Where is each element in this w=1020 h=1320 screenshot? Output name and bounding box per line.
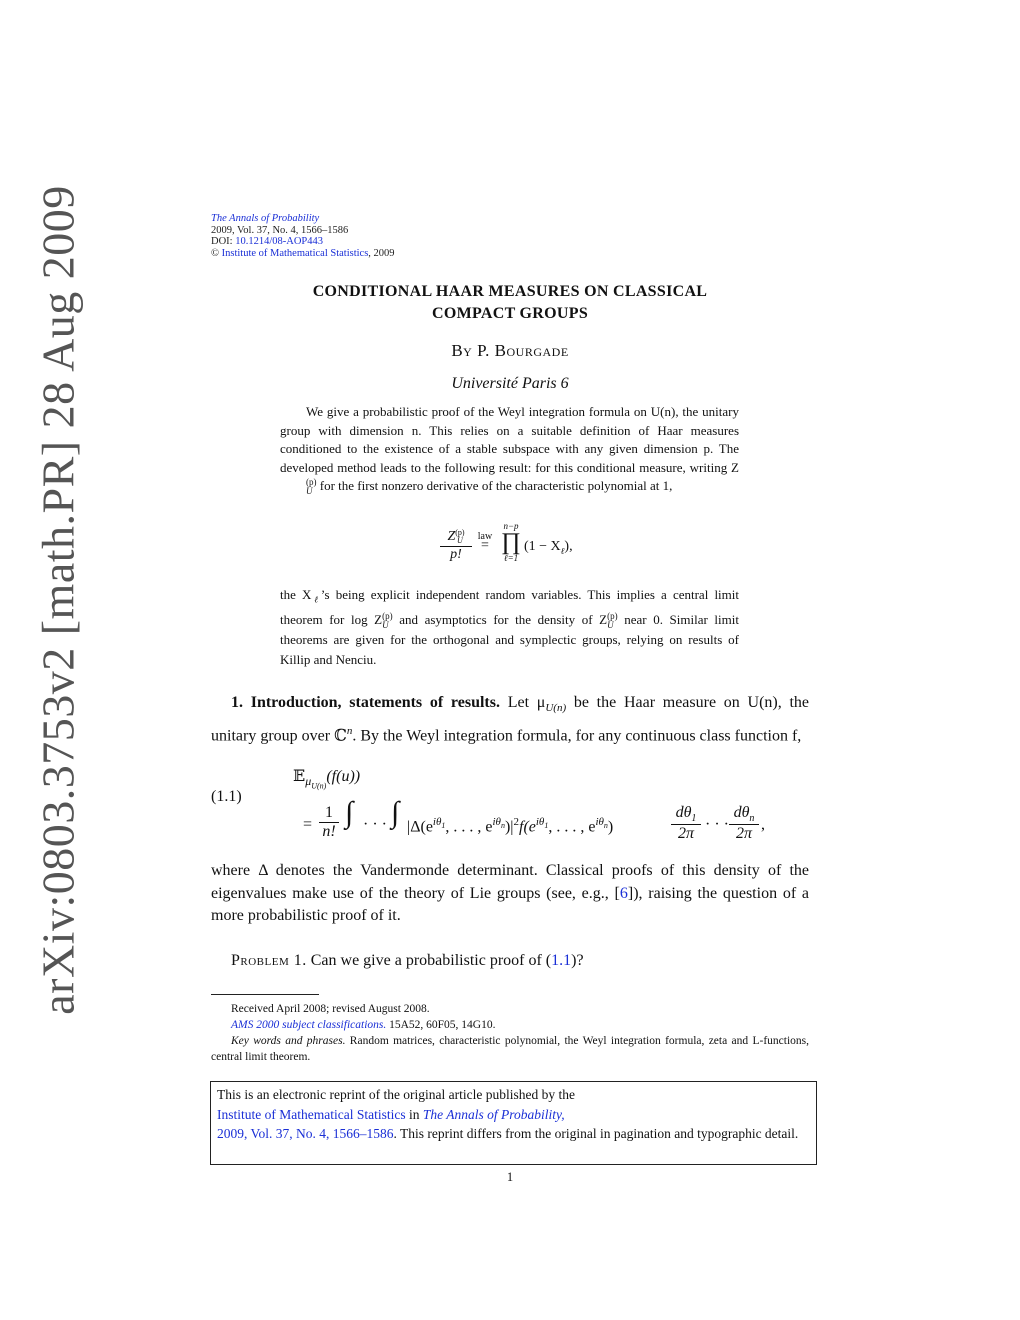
equation-1-1: (1.1) 𝔼$_{\mu_{U(n)}}$(f(u)) = 1 n! ∫ · · · ∫ $|\Delta(e^{i\theta_1}$, . . . , $e^{i\theta_n})|^2f(e^{i\theta_1}$, . . . , $e^{i\theta_n}$) $d\theta_1$ 2π · · · $d\theta_n$ 2π , [211, 768, 765, 843]
equation-ref-link[interactable]: 1.1 [551, 952, 572, 969]
page-number: 1 [506, 1170, 514, 1184]
abstract-display-formula: Z (p) U p! law = n−p ∏ ℓ=1 $(1 - X_\ell)$, [430, 527, 610, 577]
paper-author: By P. Bourgade [451, 341, 569, 360]
abstract-continuation: the $X_\ell’s$ being explicit independent random variables. This implies a central limit theorem for log Z (p) U and asymptotics for the density of Z (p) U near 0. Similar limit theorems are given for the orthogonal and symplectic groups, relying on results of Killip and Nenciu. [280, 587, 739, 667]
journal-name-link[interactable]: The Annals of Probability [211, 213, 320, 224]
journal-volume: 2009, Vol. 37, No. 4, 1566–1586 [211, 224, 349, 236]
paragraph-after-equation: where Δ denotes the Vandermonde determinant. Classical proofs of this density of the eigenvalues make use of the theory of Lie groups (see, e.g., [6]), raising the question of a more probabilistic proof of it. [211, 862, 809, 924]
abstract: We give a probabilistic proof of the Weyl integration formula on U(n), the unitary group with dimension n. This relies on a suitable definition of Haar measures conditioned to the existence of a stable subspace with any given dimension p. The developed method leads to the following result: for this conditional measure, writing Z (p) U for the first nonzero derivative of the characteristic polynomial at 1, [280, 404, 739, 496]
received-date: Received April 2008; revised August 2008. [231, 1003, 430, 1015]
section-introduction: 1. Introduction, statements of results. Let $\mu_{U(n)}$ be the Haar measure on U(n), the unitary group over ℂ$^n$. By the Weyl integration formula, for any continuous class function f, [211, 694, 810, 745]
arxiv-sidebar-stamp: arXiv:0803.3753v2 [math.PR] 28 Aug 2009 [32, 185, 84, 1015]
reprint-journal-link[interactable]: The Annals of Probability, [422, 1106, 565, 1122]
paper-title: CONDITIONAL HAAR MEASURES ON CLASSICAL COMPACT GROUPS [312, 283, 708, 322]
problem-1: Problem 1. Can we give a probabilistic proof of (1.1)? [231, 952, 584, 969]
reprint-publisher-link[interactable]: Institute of Mathematical Statistics [217, 1106, 406, 1122]
footnotes: Received April 2008; revised August 2008. AMS 2000 subject classifications. 15A52, 60F05, 14G10. Key words and phrases. Random matrices, characteristic polynomial, the Weyl integration formula, zeta and L-functions, central limit theorem. [211, 1003, 809, 1063]
journal-header: The Annals of Probability 2009, Vol. 37, No. 4, 1566–1586 DOI: 10.1214/08-AOP443 © Institute of Mathematical Statistics, 2009 [211, 213, 395, 259]
footnote-rule [211, 994, 319, 995]
equation-number: (1.1) [211, 788, 242, 805]
doi-link[interactable]: 10.1214/08-AOP443 [235, 236, 324, 247]
author-affiliation: Université Paris 6 [451, 375, 569, 392]
citation-link-6[interactable]: 6 [619, 884, 628, 902]
copyright-icon: © [211, 247, 219, 259]
reprint-notice-box: This is an electronic reprint of the original article published by the Institute of Mathematical Statistics in The Annals of Probability, 2009, Vol. 37, No. 4, 1566–1586. This reprint differs from the original in pagination and typographic detail. [210, 1081, 817, 1165]
ams-classification-link[interactable]: AMS 2000 subject classifications. [231, 1019, 387, 1031]
section-heading: 1. Introduction, statements of results. [231, 694, 500, 711]
publisher-link[interactable]: Institute of Mathematical Statistics [221, 247, 369, 259]
reprint-citation-link[interactable]: 2009, Vol. 37, No. 4, 1566–1586 [217, 1126, 394, 1141]
